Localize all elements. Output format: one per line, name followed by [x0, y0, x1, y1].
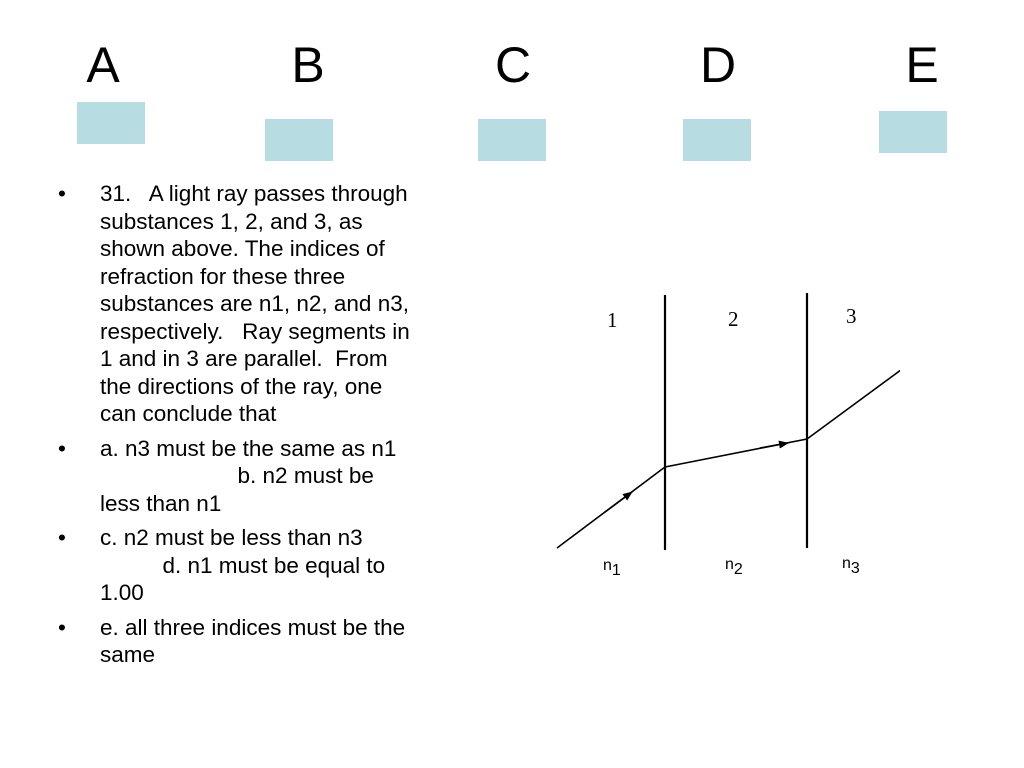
option-cd: [56, 524, 502, 607]
option-e: [56, 614, 502, 669]
stem-line: 31. A light ray passes through: [100, 181, 408, 206]
ray-arrow-1: [605, 492, 632, 512]
index-symbol: n: [603, 557, 612, 574]
option-line: e. all three indices must be the: [100, 614, 406, 640]
stem-line: substances 1, 2, and 3, as: [100, 208, 363, 234]
option-line: b. n2 must be: [100, 463, 374, 488]
index-symbol: n: [842, 555, 851, 572]
bullet: •: [58, 614, 66, 640]
bullet: •: [58, 181, 66, 206]
index-label-n3: [842, 555, 860, 577]
choice-letter-b: B: [291, 37, 325, 93]
index-symbol: n: [725, 556, 734, 573]
choice-letter-a: A: [86, 37, 120, 93]
stem-line: respectively. Ray segments in: [100, 318, 410, 344]
bullet: •: [58, 435, 66, 461]
option-line: less than n1: [100, 490, 222, 516]
option-ab: [56, 435, 502, 518]
region-label-3: 3: [846, 304, 857, 328]
ray-arrow-2: [760, 443, 788, 448]
choice-box-d[interactable]: [683, 119, 751, 161]
region-label-1: 1: [607, 308, 618, 332]
choice-letter-c: C: [494, 37, 532, 93]
index-subscript: 1: [611, 562, 621, 579]
stem-line: can conclude that: [100, 401, 277, 426]
stem-line: the directions of the ray, one: [100, 373, 383, 399]
stem-line: refraction for these three: [100, 263, 346, 289]
option-line: 1.00: [100, 580, 144, 605]
ray-segment-3: [807, 350, 900, 439]
option-line: same: [100, 642, 156, 667]
refraction-diagram: [540, 285, 900, 595]
option-line: c. n2 must be less than n3: [100, 525, 363, 550]
index-subscript: 3: [850, 560, 860, 577]
stem-line: 1 and in 3 are parallel. From: [100, 346, 388, 371]
choice-box-c[interactable]: [478, 119, 546, 161]
option-line: d. n1 must be equal to: [100, 552, 386, 578]
choice-box-e[interactable]: [879, 111, 947, 153]
choice-box-a[interactable]: [77, 102, 145, 144]
region-label-2: 2: [728, 307, 739, 331]
bullet: •: [58, 525, 66, 550]
choice-box-b[interactable]: [265, 119, 333, 161]
stem-line: substances are n1, n2, and n3,: [100, 291, 409, 316]
index-label-n1: [603, 557, 621, 579]
option-line: a. n3 must be the same as n1: [100, 435, 397, 461]
stem-line: shown above. The indices of: [100, 236, 385, 261]
question-list: [56, 180, 502, 676]
question-stem: [56, 180, 502, 428]
index-subscript: 2: [733, 561, 743, 578]
choice-letter-d: D: [699, 37, 737, 93]
choice-letter-e: E: [905, 37, 939, 93]
index-label-n2: [725, 556, 743, 578]
